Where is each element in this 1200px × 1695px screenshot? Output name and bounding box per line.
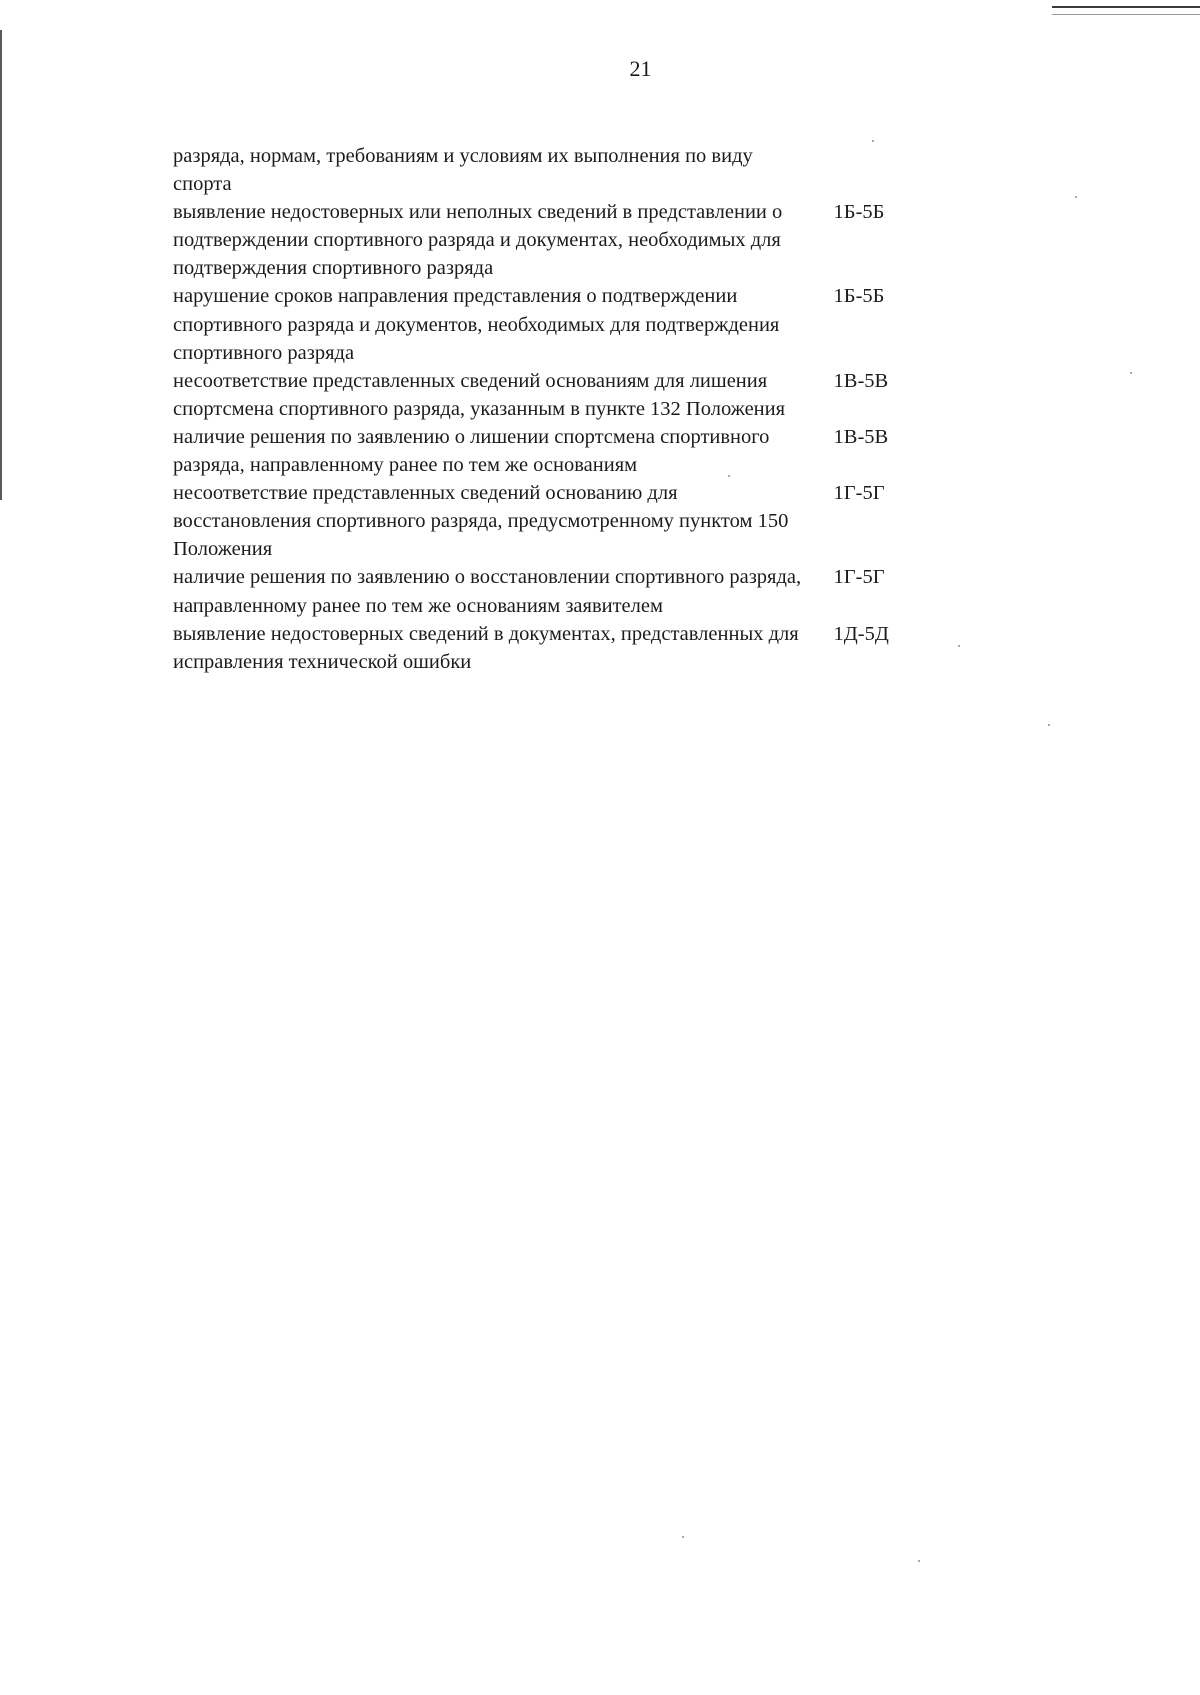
grounds-table xyxy=(173,142,933,676)
table-row xyxy=(173,198,933,282)
row-code: 1В-5В xyxy=(833,369,889,392)
row-code: 1Г-5Г xyxy=(833,482,885,505)
table-row xyxy=(173,367,933,423)
scan-speck xyxy=(918,1560,920,1562)
row-code: 1Г-5Г xyxy=(833,566,885,589)
scan-edge-artifact xyxy=(1052,14,1200,15)
row-code: 1В-5В xyxy=(833,425,889,448)
scan-speck xyxy=(1075,196,1077,198)
scan-edge-artifact xyxy=(0,30,2,500)
table-row xyxy=(173,563,933,619)
row-code: 1Д-5Д xyxy=(833,622,889,645)
row-code: 1Б-5Б xyxy=(833,285,885,308)
table-row xyxy=(173,479,933,563)
row-description: разряда, нормам, требованиям и условиям их выполнения по виду спорта xyxy=(173,145,753,196)
table-row xyxy=(173,423,933,479)
row-description: выявление недостоверных или неполных сведений в представлении о подтверждении спортивного разряда и документах, необходимых для подтверждения спортивного разряда xyxy=(173,201,783,280)
row-description: наличие решения по заявлению о восстановлении спортивного разряда, направленному ранее по тем же основаниям заявителем xyxy=(173,566,802,617)
scan-speck xyxy=(958,645,960,647)
row-description: наличие решения по заявлению о лишении спортсмена спортивного разряда, направленному ранее по тем же основаниям xyxy=(173,425,770,477)
row-code: 1Б-5Б xyxy=(833,201,885,224)
row-description: несоответствие представленных сведений основаниям для лишения спортсмена спортивного разряда, указанным в пункте 132 Положения xyxy=(173,369,786,420)
row-description: выявление недостоверных сведений в документах, представленных для исправления технической ошибки xyxy=(173,622,799,673)
row-description: несоответствие представленных сведений основанию для восстановления спортивного разряда, предусмотренному пунктом 150 Положения xyxy=(173,482,789,561)
table-row xyxy=(173,620,933,676)
scan-speck xyxy=(1048,724,1050,726)
scan-edge-artifact xyxy=(1052,6,1200,8)
scan-speck xyxy=(682,1536,684,1538)
row-description: нарушение сроков направления представления о подтверждении спортивного разряда и документов, необходимых для подтверждения спортивного разряда xyxy=(173,285,780,364)
scan-speck xyxy=(1130,372,1132,374)
page-number: 21 xyxy=(629,56,652,81)
table-row xyxy=(173,142,933,198)
table-row xyxy=(173,282,933,366)
